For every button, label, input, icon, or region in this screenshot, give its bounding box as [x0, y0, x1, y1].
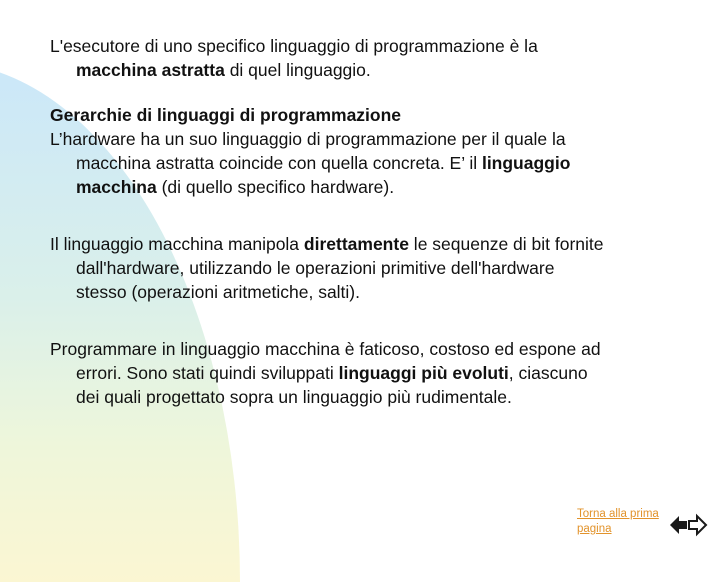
paragraph-3 — [50, 232, 700, 304]
text-segment: Programmare in linguaggio macchina è faticoso, costoso ed espone ad — [50, 339, 601, 359]
text-line — [50, 385, 700, 409]
text-segment: dall'hardware, utilizzando le operazioni primitive dell'hardware — [76, 258, 555, 278]
text-line — [50, 361, 700, 385]
bold-text: direttamente — [303, 234, 409, 254]
text-line — [50, 232, 700, 256]
bold-text: linguaggi più evoluti — [338, 363, 509, 383]
paragraph-4 — [50, 337, 700, 409]
slide-content — [50, 34, 700, 409]
text-line — [50, 151, 700, 175]
text-segment: stesso (operazioni aritmetiche, salti). — [76, 282, 360, 302]
left-arrow-icon[interactable] — [670, 516, 687, 534]
paragraph-1 — [50, 34, 700, 82]
text-line — [50, 256, 700, 280]
bold-text: macchina — [76, 177, 157, 197]
text-line — [50, 127, 700, 151]
home-link-line2[interactable]: pagina — [577, 523, 612, 535]
text-segment: errori. Sono stati quindi sviluppati — [76, 363, 339, 383]
text-segment: L'esecutore di uno specifico linguaggio di programmazione è la — [50, 36, 538, 56]
text-segment: L’hardware ha un suo linguaggio di programmazione per il quale la — [50, 129, 566, 149]
text-line — [50, 58, 700, 82]
text-segment: di quel linguaggio. — [224, 60, 371, 80]
text-line — [50, 280, 700, 304]
home-link-line1[interactable]: Torna alla prima — [577, 508, 659, 520]
prev-next-arrows-icon[interactable] — [668, 512, 708, 538]
text-segment: (di quello specifico hardware). — [156, 177, 395, 197]
text-line — [50, 34, 700, 58]
bold-text: macchina astratta — [76, 60, 225, 80]
text-segment: , ciascuno — [508, 363, 588, 383]
home-link[interactable] — [577, 507, 672, 537]
text-line — [50, 103, 700, 127]
text-segment: macchina astratta coincide con quella concreta. E’ il — [76, 153, 482, 173]
right-arrow-icon[interactable] — [689, 516, 706, 534]
bold-text: linguaggio — [481, 153, 571, 173]
text-line — [50, 175, 700, 199]
text-line — [50, 337, 700, 361]
paragraph-2 — [50, 103, 700, 199]
text-segment: dei quali progettato sopra un linguaggio più rudimentale. — [76, 387, 512, 407]
text-segment: le sequenze di bit fornite — [408, 234, 604, 254]
bold-text: Gerarchie di linguaggi di programmazione — [50, 105, 402, 125]
text-segment: Il linguaggio macchina manipola — [50, 234, 304, 254]
